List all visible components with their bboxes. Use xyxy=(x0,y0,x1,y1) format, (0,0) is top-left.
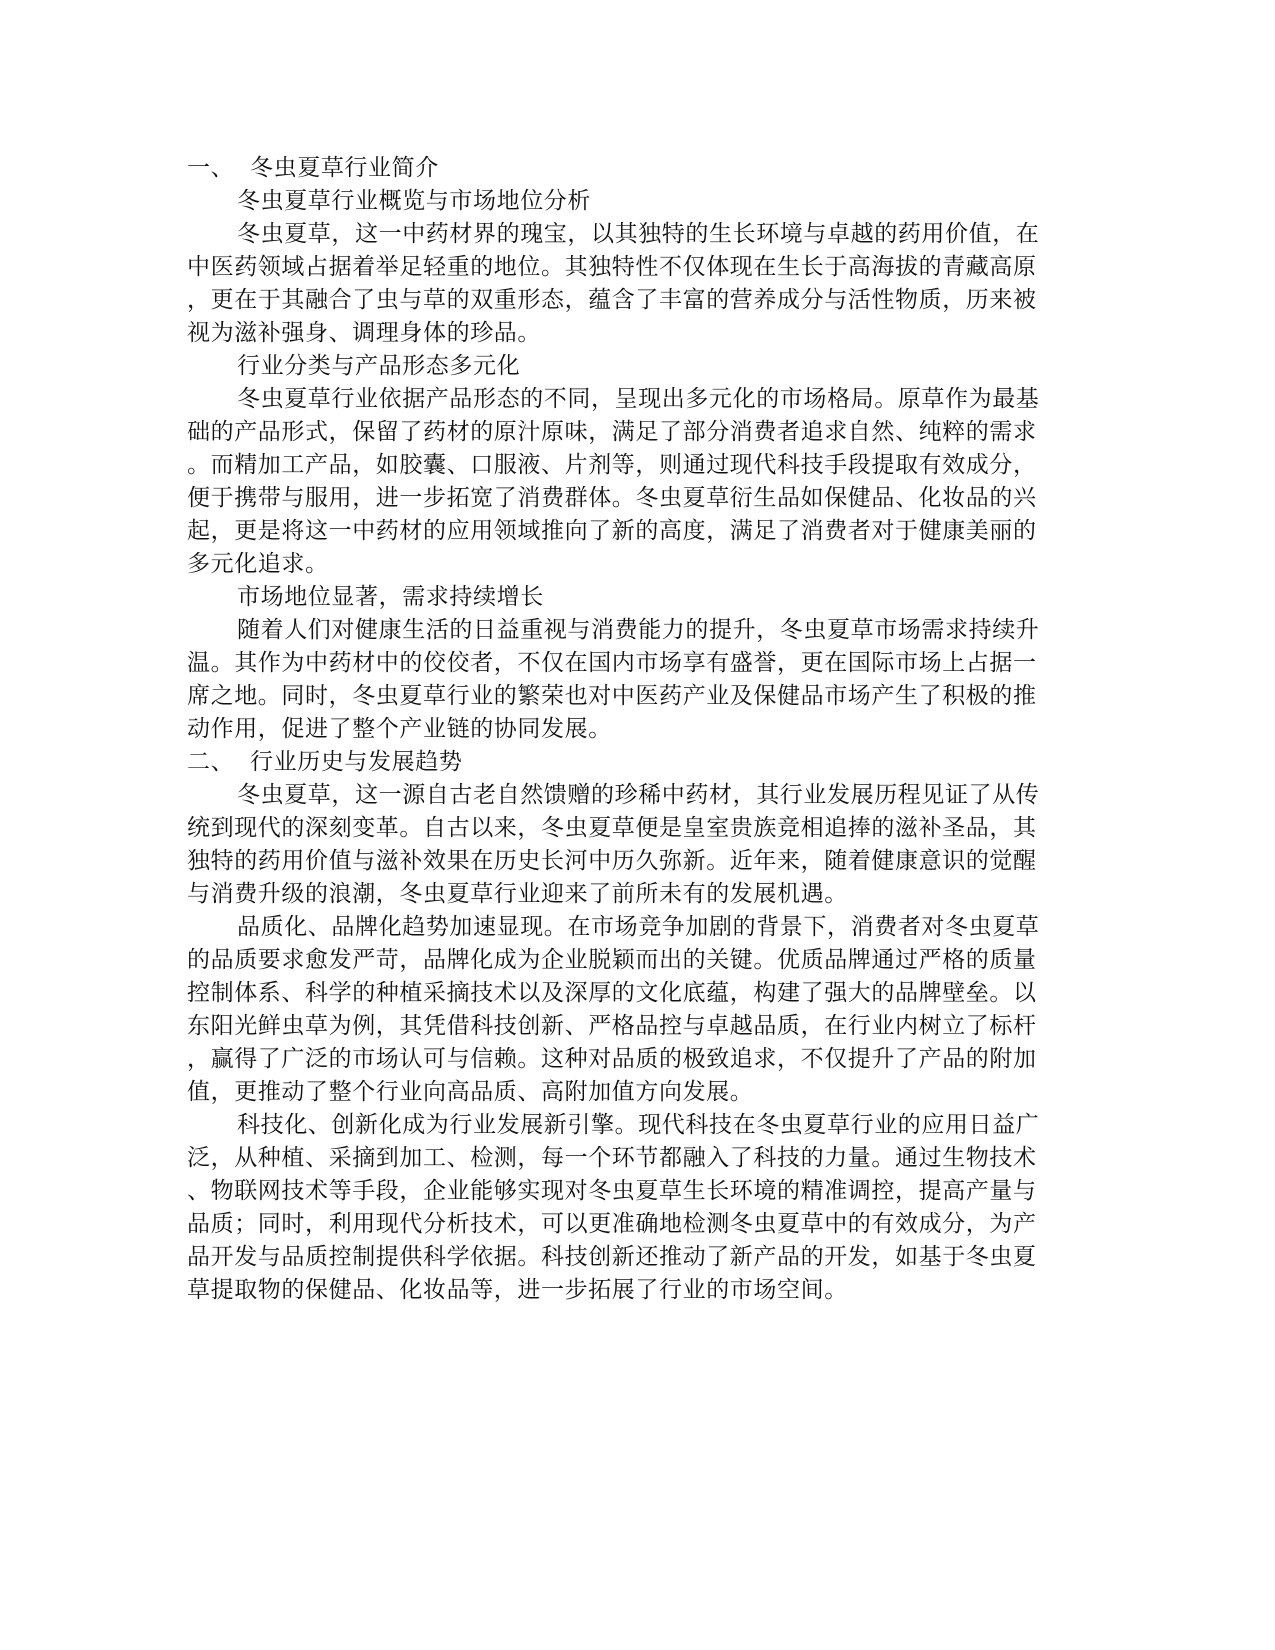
paragraph-line: 统到现代的深刻变革。自古以来，冬虫夏草便是皇室贵族竞相追捧的滋补圣品，其 xyxy=(187,815,1037,841)
paragraph-line: 独特的药用价值与滋补效果在历史长河中历久弥新。近年来，随着健康意识的觉醒 xyxy=(187,848,1037,874)
paragraph-line: 席之地。同时，冬虫夏草行业的繁荣也对中医药产业及保健品市场产生了积极的推 xyxy=(187,683,1037,709)
paragraph-line: 中医药领域占据着举足轻重的地位。其独特性不仅体现在生长于高海拔的青藏高原 xyxy=(187,254,1037,280)
paragraph-line: 品质化、品牌化趋势加速显现。在市场竞争加剧的背景下，消费者对冬虫夏草 xyxy=(237,914,1040,940)
paragraph-line: 冬虫夏草行业依据产品形态的不同，呈现出多元化的市场格局。原草作为最基 xyxy=(237,386,1040,412)
paragraph-line: 冬虫夏草，这一源自古老自然馈赠的珍稀中药材，其行业发展历程见证了从传 xyxy=(237,782,1040,808)
paragraph-line: 起，更是将这一中药材的应用领域推向了新的高度，满足了消费者对于健康美丽的 xyxy=(187,518,1037,544)
section-heading: 一、 冬虫夏草行业简介 xyxy=(187,155,439,181)
paragraph-line: 冬虫夏草，这一中药材界的瑰宝，以其独特的生长环境与卓越的药用价值，在 xyxy=(237,221,1040,247)
paragraph-line: 的品质要求愈发严苛，品牌化成为企业脱颖而出的关键。优质品牌通过严格的质量 xyxy=(187,947,1037,973)
paragraph-line: 温。其作为中药材中的佼佼者，不仅在国内市场享有盛誉，更在国际市场上占据一 xyxy=(187,650,1037,676)
paragraph-line: 动作用，促进了整个产业链的协同发展。 xyxy=(187,716,612,742)
paragraph-line: 值，更推动了整个行业向高品质、高附加值方向发展。 xyxy=(187,1079,754,1105)
paragraph-line: 便于携带与服用，进一步拓宽了消费群体。冬虫夏草衍生品如保健品、化妆品的兴 xyxy=(187,485,1037,511)
paragraph-line: 与消费升级的浪潮，冬虫夏草行业迎来了前所未有的发展机遇。 xyxy=(187,881,848,907)
document-page xyxy=(187,152,1087,1307)
paragraph-line: 品质；同时，利用现代分析技术，可以更准确地检测冬虫夏草中的有效成分，为产 xyxy=(187,1211,1037,1237)
section-heading: 二、 行业历史与发展趋势 xyxy=(187,749,463,775)
paragraph-line: ，赢得了广泛的市场认可与信赖。这种对品质的极致追求，不仅提升了产品的附加 xyxy=(187,1046,1037,1072)
paragraph-line: 品开发与品质控制提供科学依据。科技创新还推动了新产品的开发，如基于冬虫夏 xyxy=(187,1244,1037,1270)
paragraph-line: 视为滋补强身、调理身体的珍品。 xyxy=(187,320,541,346)
paragraph-line: 础的产品形式，保留了药材的原汁原味，满足了部分消费者追求自然、纯粹的需求 xyxy=(187,419,1037,445)
subsection-heading: 市场地位显著，需求持续增长 xyxy=(237,584,544,610)
paragraph-line: 多元化追求。 xyxy=(187,551,329,577)
subsection-heading: 冬虫夏草行业概览与市场地位分析 xyxy=(237,188,591,214)
paragraph-line: 东阳光鲜虫草为例，其凭借科技创新、严格品控与卓越品质，在行业内树立了标杆 xyxy=(187,1013,1037,1039)
paragraph-line: 科技化、创新化成为行业发展新引擎。现代科技在冬虫夏草行业的应用日益广 xyxy=(237,1112,1040,1138)
paragraph-line: 、物联网技术等手段，企业能够实现对冬虫夏草生长环境的精准调控，提高产量与 xyxy=(187,1178,1037,1204)
paragraph-line: 泛，从种植、采摘到加工、检测，每一个环节都融入了科技的力量。通过生物技术 xyxy=(187,1145,1037,1171)
paragraph-line: 草提取物的保健品、化妆品等，进一步拓展了行业的市场空间。 xyxy=(187,1277,848,1303)
paragraph-line: 。而精加工产品，如胶囊、口服液、片剂等，则通过现代科技手段提取有效成分， xyxy=(187,452,1037,478)
paragraph-line: ，更在于其融合了虫与草的双重形态，蕴含了丰富的营养成分与活性物质，历来被 xyxy=(187,287,1037,313)
paragraph-line: 控制体系、科学的种植采摘技术以及深厚的文化底蕴，构建了强大的品牌壁垒。以 xyxy=(187,980,1037,1006)
paragraph-line: 随着人们对健康生活的日益重视与消费能力的提升，冬虫夏草市场需求持续升 xyxy=(237,617,1040,643)
subsection-heading: 行业分类与产品形态多元化 xyxy=(237,353,521,379)
